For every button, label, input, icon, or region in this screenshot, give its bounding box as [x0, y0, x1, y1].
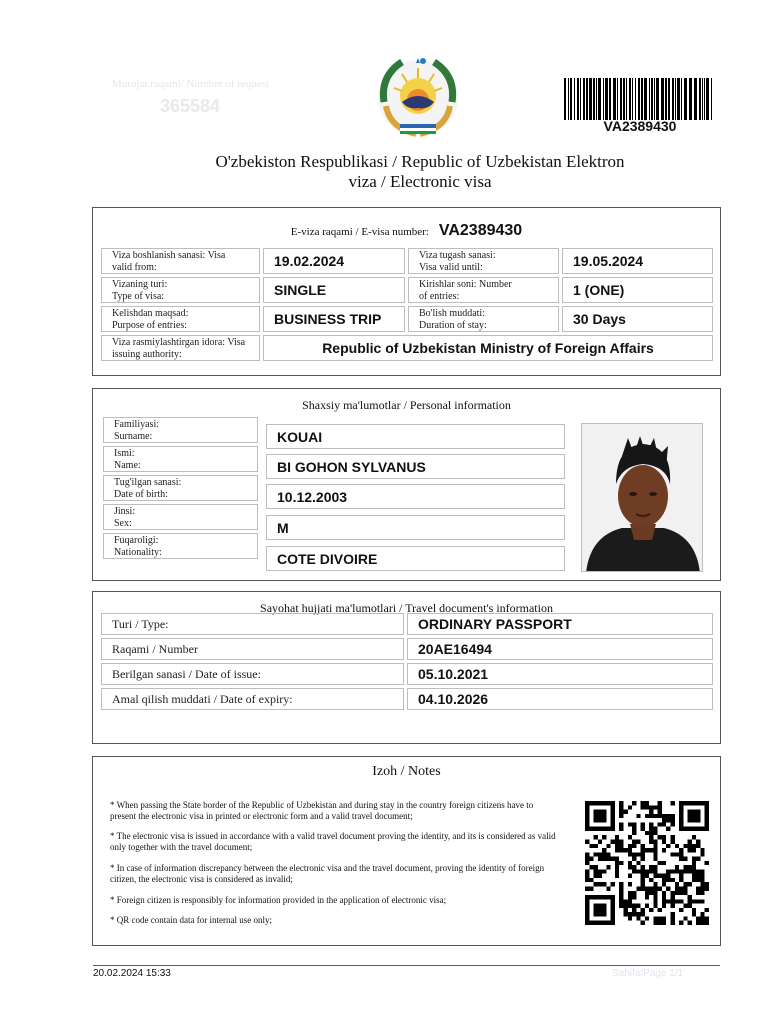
name-value: BI GOHON SYLVANUS — [266, 454, 565, 479]
note-item: * QR code contain data for internal use only; — [110, 915, 272, 925]
footer-divider — [93, 965, 720, 966]
doc-expiry-label: Amal qilish muddati / Date of expiry: — [101, 688, 404, 710]
authority-label: Viza rasmiylashtirgan idora: Visa issuing authority: — [101, 335, 260, 361]
surname-value: KOUAI — [266, 424, 565, 449]
entries-label: Kirishlar soni: Number of entries: — [408, 277, 559, 303]
visa-number-label: E-viza raqami / E-visa number: — [290, 226, 429, 238]
doc-expiry-value: 04.10.2026 — [407, 688, 713, 710]
dob-value: 10.12.2003 — [266, 484, 565, 509]
duration-label: Bo'lish muddati: Duration of stay: — [408, 306, 559, 332]
doc-type-value: ORDINARY PASSPORT — [407, 613, 713, 635]
doc-issue-value: 05.10.2021 — [407, 663, 713, 685]
sex-value: M — [266, 515, 565, 540]
valid-until-label: Viza tugash sanasi: Visa valid until: — [408, 248, 559, 274]
page-indicator: Sahifa/Page 1/1 — [612, 968, 684, 979]
sex-label: Jinsi: Sex: — [103, 504, 258, 530]
holder-photo — [581, 423, 703, 572]
visa-type-label: Vizaning turi: Type of visa: — [101, 277, 260, 303]
visa-number-row — [93, 222, 720, 240]
note-item: * Foreign citizen is responsibly for information provided in the application of electronic visa; — [110, 895, 447, 905]
note-item: * When passing the State border of the Republic of Uzbekistan and during stay in the country foreign citizens have to present the electronic visa in printed or electronic form and a valid travel document; — [110, 800, 534, 821]
doc-number-label: Raqami / Number — [101, 638, 404, 660]
name-label: Ismi: Name: — [103, 446, 258, 472]
nationality-value: COTE DIVOIRE — [266, 546, 565, 571]
visa-panel — [92, 207, 721, 376]
dob-label: Tug'ilgan sanasi: Date of birth: — [103, 475, 258, 501]
visa-number-value: VA2389430 — [438, 222, 523, 239]
duration-value: 30 Days — [562, 306, 713, 332]
note-item: * The electronic visa is issued in accordance with a valid travel document proving the identity, and its is considered as valid only together with the travel document; — [110, 831, 556, 852]
valid-until-value: 19.05.2024 — [562, 248, 713, 274]
barcode-icon — [564, 78, 716, 120]
doc-number-value: 20AE16494 — [407, 638, 713, 660]
personal-heading: Shaxsiy ma'lumotlar / Personal information — [302, 398, 511, 412]
document-title — [180, 152, 660, 192]
state-emblem-icon — [372, 52, 464, 140]
request-number: 365584 — [160, 96, 221, 116]
authority-value: Republic of Uzbekistan Ministry of Foreign Affairs — [263, 335, 713, 361]
doc-issue-label: Berilgan sanasi / Date of issue: — [101, 663, 404, 685]
print-timestamp: 20.02.2024 15:33 — [93, 968, 171, 979]
valid-from-label: Viza boshlanish sanasi: Visa valid from: — [101, 248, 260, 274]
travel-panel — [92, 591, 721, 744]
nationality-label: Fuqaroligi: Nationality: — [103, 533, 258, 559]
qr-code-icon — [582, 801, 712, 925]
note-item: * In case of information discrepancy between the electronic visa and the travel document, proving the identity of foreign citizen, the electronic visa is considered as invalid; — [110, 863, 545, 884]
surname-label: Familiyasi: Surname: — [103, 417, 258, 443]
visa-type-value: SINGLE — [263, 277, 405, 303]
title-line-1: O'zbekiston Respublikasi / Republic of Uzbekistan Elektron — [215, 152, 625, 171]
purpose-value: BUSINESS TRIP — [263, 306, 405, 332]
notes-heading: Izoh / Notes — [372, 764, 441, 779]
travel-heading: Sayohat hujjati ma'lumotlari / Travel document's information — [260, 601, 553, 615]
person-photo-icon — [582, 424, 703, 572]
doc-type-label: Turi / Type: — [101, 613, 404, 635]
purpose-label: Kelishdan maqsad: Purpose of entries: — [101, 306, 260, 332]
title-line-2: viza / Electronic visa — [348, 172, 492, 191]
entries-value: 1 (ONE) — [562, 277, 713, 303]
request-number-label: Murojat raqami/ Number of request — [112, 78, 270, 90]
barcode-number: VA2389430 — [603, 118, 677, 134]
valid-from-value: 19.02.2024 — [263, 248, 405, 274]
